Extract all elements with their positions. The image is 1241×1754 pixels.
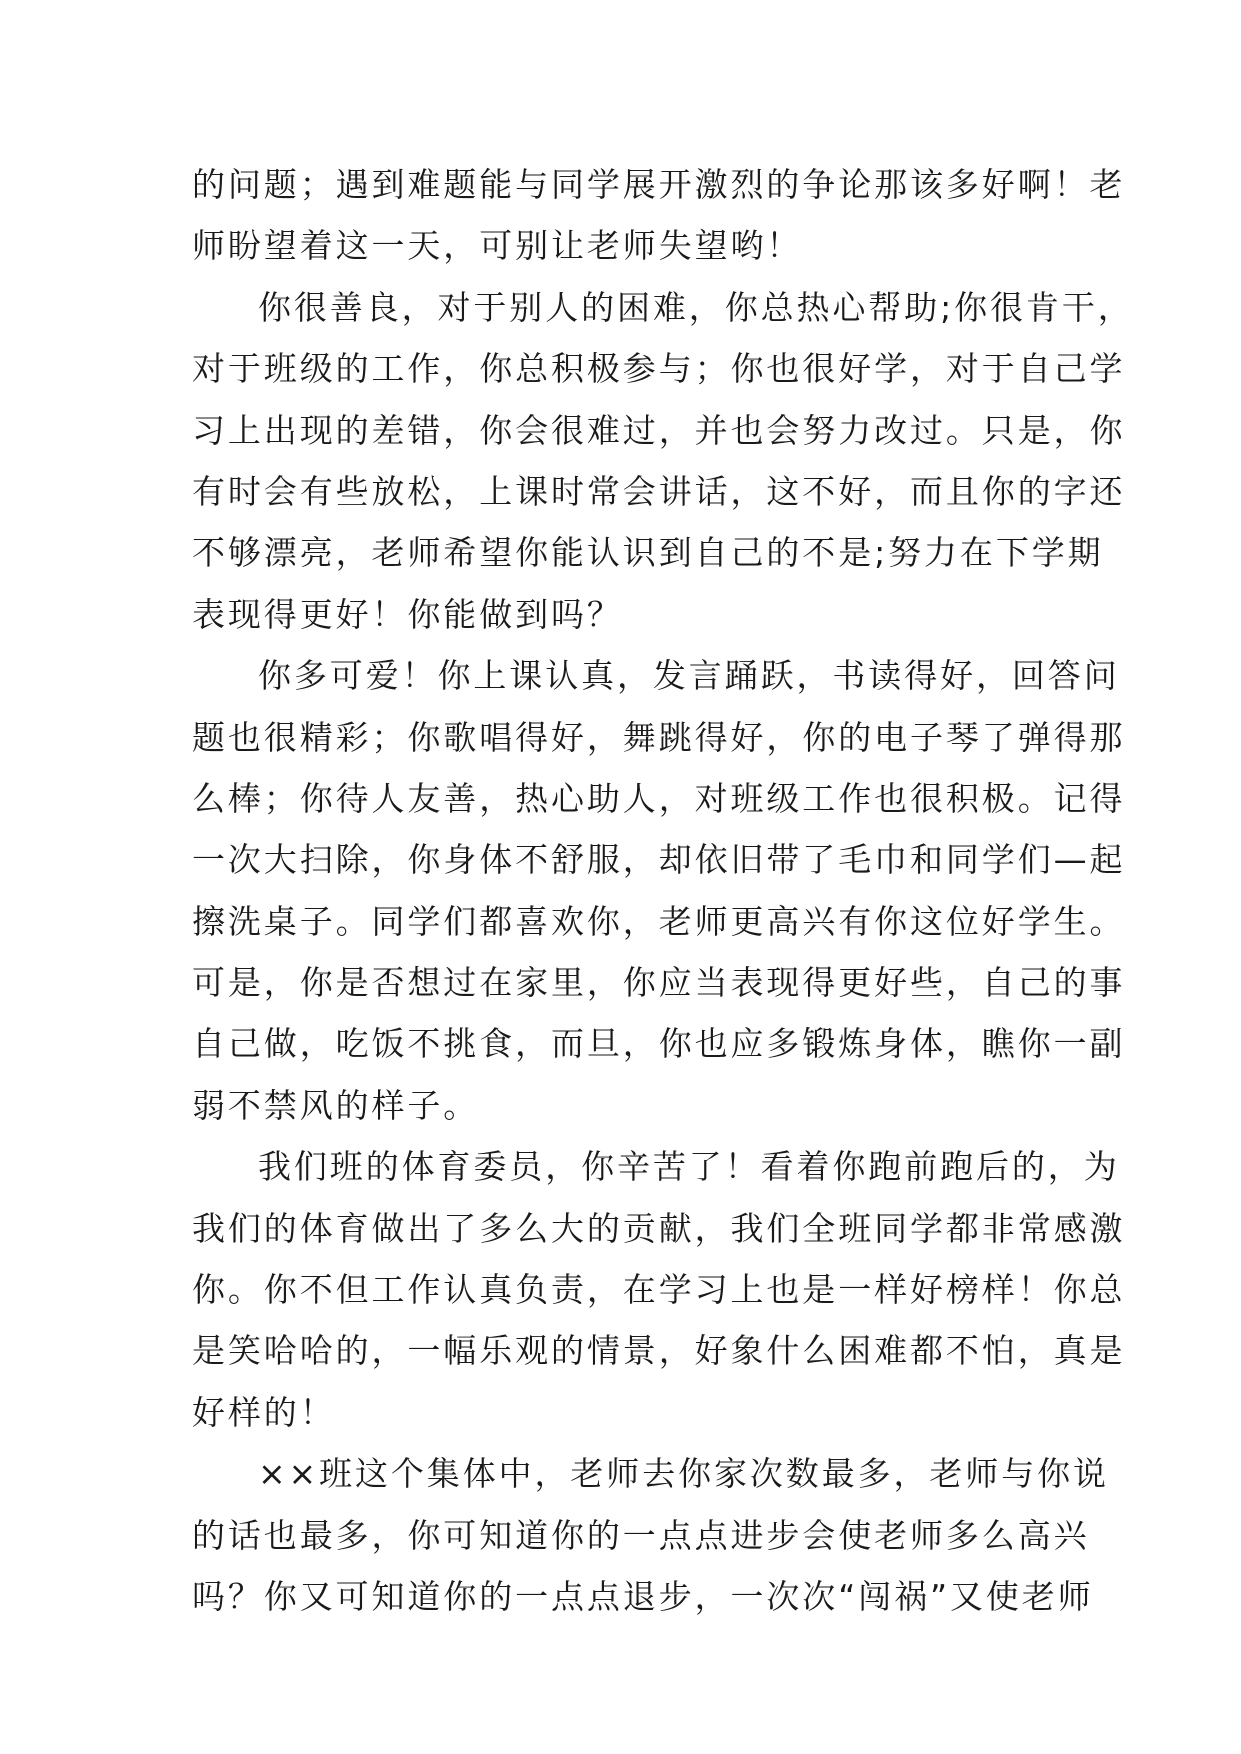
text-line: 对于班级的工作，你总积极参与；你也很好学，对于自己学: [192, 349, 1126, 389]
paragraph-start-line: 你多可爱！你上课认真，发言踊跃，书读得好，回答问: [258, 656, 1120, 696]
text-line: 师盼望着这一天，可别让老师失望哟！: [192, 226, 803, 266]
text-line: 题也很精彩；你歌唱得好，舞跳得好，你的电子琴了弹得那: [192, 717, 1126, 757]
text-line: 我们的体育做出了多么大的贡献，我们全班同学都非常感激: [192, 1208, 1126, 1248]
paragraph-start-line: ××班这个集体中，老师去你家次数最多，老师与你说: [258, 1454, 1109, 1494]
text-line: 表现得更好！你能做到吗？: [192, 594, 623, 634]
text-line: 你。你不但工作认真负责，在学习上也是一样好榜样！你总: [192, 1270, 1126, 1310]
text-line: 一次大扫除，你身体不舒服，却依旧带了毛巾和同学们—起: [192, 840, 1126, 880]
text-line: 擦洗桌子。同学们都喜欢你，老师更高兴有你这位好学生。: [192, 901, 1126, 941]
text-line: 好样的！: [192, 1392, 336, 1432]
text-line: 弱不禁风的样子。: [192, 1085, 480, 1125]
paragraph-start-line: 你很善良，对于别人的困难，你总热心帮助;你很肯干，: [258, 287, 1134, 327]
text-line: 是笑哈哈的，一幅乐观的情景，好象什么困难都不怕，真是: [192, 1331, 1126, 1371]
text-line: 么棒；你待人友善，热心助人，对班级工作也很积极。记得: [192, 778, 1126, 818]
paragraph-start-line: 我们班的体育委员，你辛苦了！看着你跑前跑后的，为: [258, 1147, 1120, 1187]
text-line: 的话也最多，你可知道你的一点点进步会使老师多么高兴: [192, 1515, 1090, 1555]
text-line: 不够漂亮，老师希望你能认识到自己的不是;努力在下学期: [192, 533, 1104, 573]
text-line: 习上出现的差错，你会很难过，并也会努力改过。只是，你: [192, 410, 1126, 450]
text-line: 自己做，吃饭不挑食，而旦，你也应多锻炼身体，瞧你一副: [192, 1024, 1126, 1064]
text-line: 的问题；遇到难题能与同学展开激烈的争论那该多好啊！老: [192, 165, 1126, 204]
text-line: 吗？你又可知道你的一点点退步，一次次“闯祸”又使老师: [192, 1576, 1094, 1616]
text-line: 有时会有些放松，上课时常会讲话，这不好，而且你的字还: [192, 471, 1126, 511]
text-line: 可是，你是否想过在家里，你应当表现得更好些，自己的事: [192, 963, 1126, 1003]
document-body: [192, 154, 1134, 1627]
